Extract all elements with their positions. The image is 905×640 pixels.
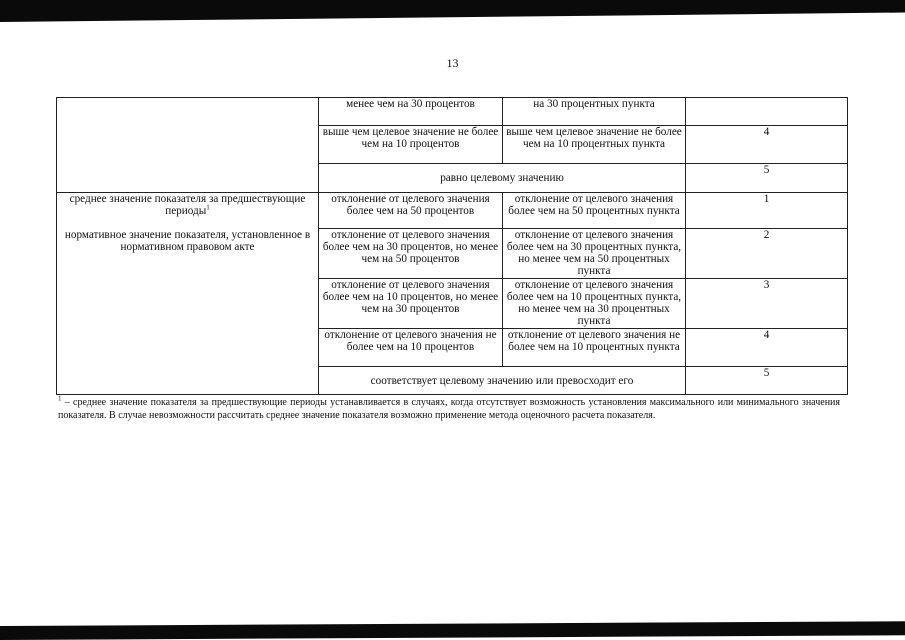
- table-cell: отклонение от целевого значения более чем на 10 процентных пункта, но менее чем на 30 процентных пункта: [503, 279, 686, 329]
- score-cell: 4: [686, 126, 848, 164]
- table-cell: отклонение от целевого значения более чем на 50 процентных пункта: [503, 193, 686, 229]
- table-cell: выше чем целевое значение не более чем на 10 процентов: [319, 126, 503, 164]
- table-cell: на 30 процентных пункта: [503, 98, 686, 126]
- table-cell: отклонение от целевого значения более чем на 30 процентных пункта, но менее чем на 50 процентных пункта: [503, 229, 686, 279]
- merged-text: соответствует целевому значению или превосходит его: [370, 374, 634, 387]
- score-cell: 5: [686, 164, 848, 193]
- page-number: 13: [446, 56, 459, 70]
- merged-text: равно целевому значению: [440, 172, 564, 184]
- table-row: [57, 193, 848, 229]
- scan-top-border: [0, 0, 905, 22]
- merged-cell: [319, 367, 686, 395]
- score-cell: 2: [686, 229, 848, 279]
- score-cell: 4: [686, 329, 848, 367]
- table-cell: отклонение от целевого значения не более чем на 10 процентов: [319, 329, 503, 367]
- footnote-text: – среднее значение показателя за предшествующие периоды устанавливается в случаях, когда отсутствует возможность установления максимального или минимального значения показателя. В случае невозможности рассчитать среднее значение показателя возможно применение метода оценочного расчета показателя.: [58, 397, 840, 421]
- table-cell: отклонение от целевого значения более чем на 50 процентов: [319, 193, 503, 229]
- left-criteria-cell: [57, 193, 319, 395]
- score-cell: 1: [686, 193, 848, 229]
- footnote-mark: 1: [58, 394, 62, 403]
- scan-bottom-border: [0, 621, 905, 640]
- criteria-table: [56, 97, 848, 395]
- footnote-ref: 1: [206, 203, 210, 212]
- table-cell: отклонение от целевого значения более чем на 10 процентов, но менее чем на 30 процентов: [319, 279, 503, 329]
- table-cell: менее чем на 30 процентов: [319, 98, 503, 126]
- left-text-average: среднее значение показателя за предшествующие периоды$^1$: [69, 193, 306, 217]
- score-cell: 5: [686, 367, 848, 395]
- table-cell: отклонение от целевого значения более чем на 30 процентов, но менее чем на 50 процентов: [319, 229, 503, 279]
- table-cell: отклонение от целевого значения не более чем на 10 процентных пункта: [503, 329, 686, 367]
- left-text-normative: нормативное значение показателя, установленное в нормативном правовом акте: [64, 229, 311, 253]
- score-cell: 3: [686, 279, 848, 329]
- table-cell: выше чем целевое значение не более чем на 10 процентных пункта: [503, 126, 686, 164]
- footnote: [58, 396, 840, 422]
- score-cell: [686, 98, 848, 126]
- merged-cell: [319, 164, 686, 193]
- left-cell-empty: [57, 98, 319, 193]
- table-row: [57, 98, 848, 126]
